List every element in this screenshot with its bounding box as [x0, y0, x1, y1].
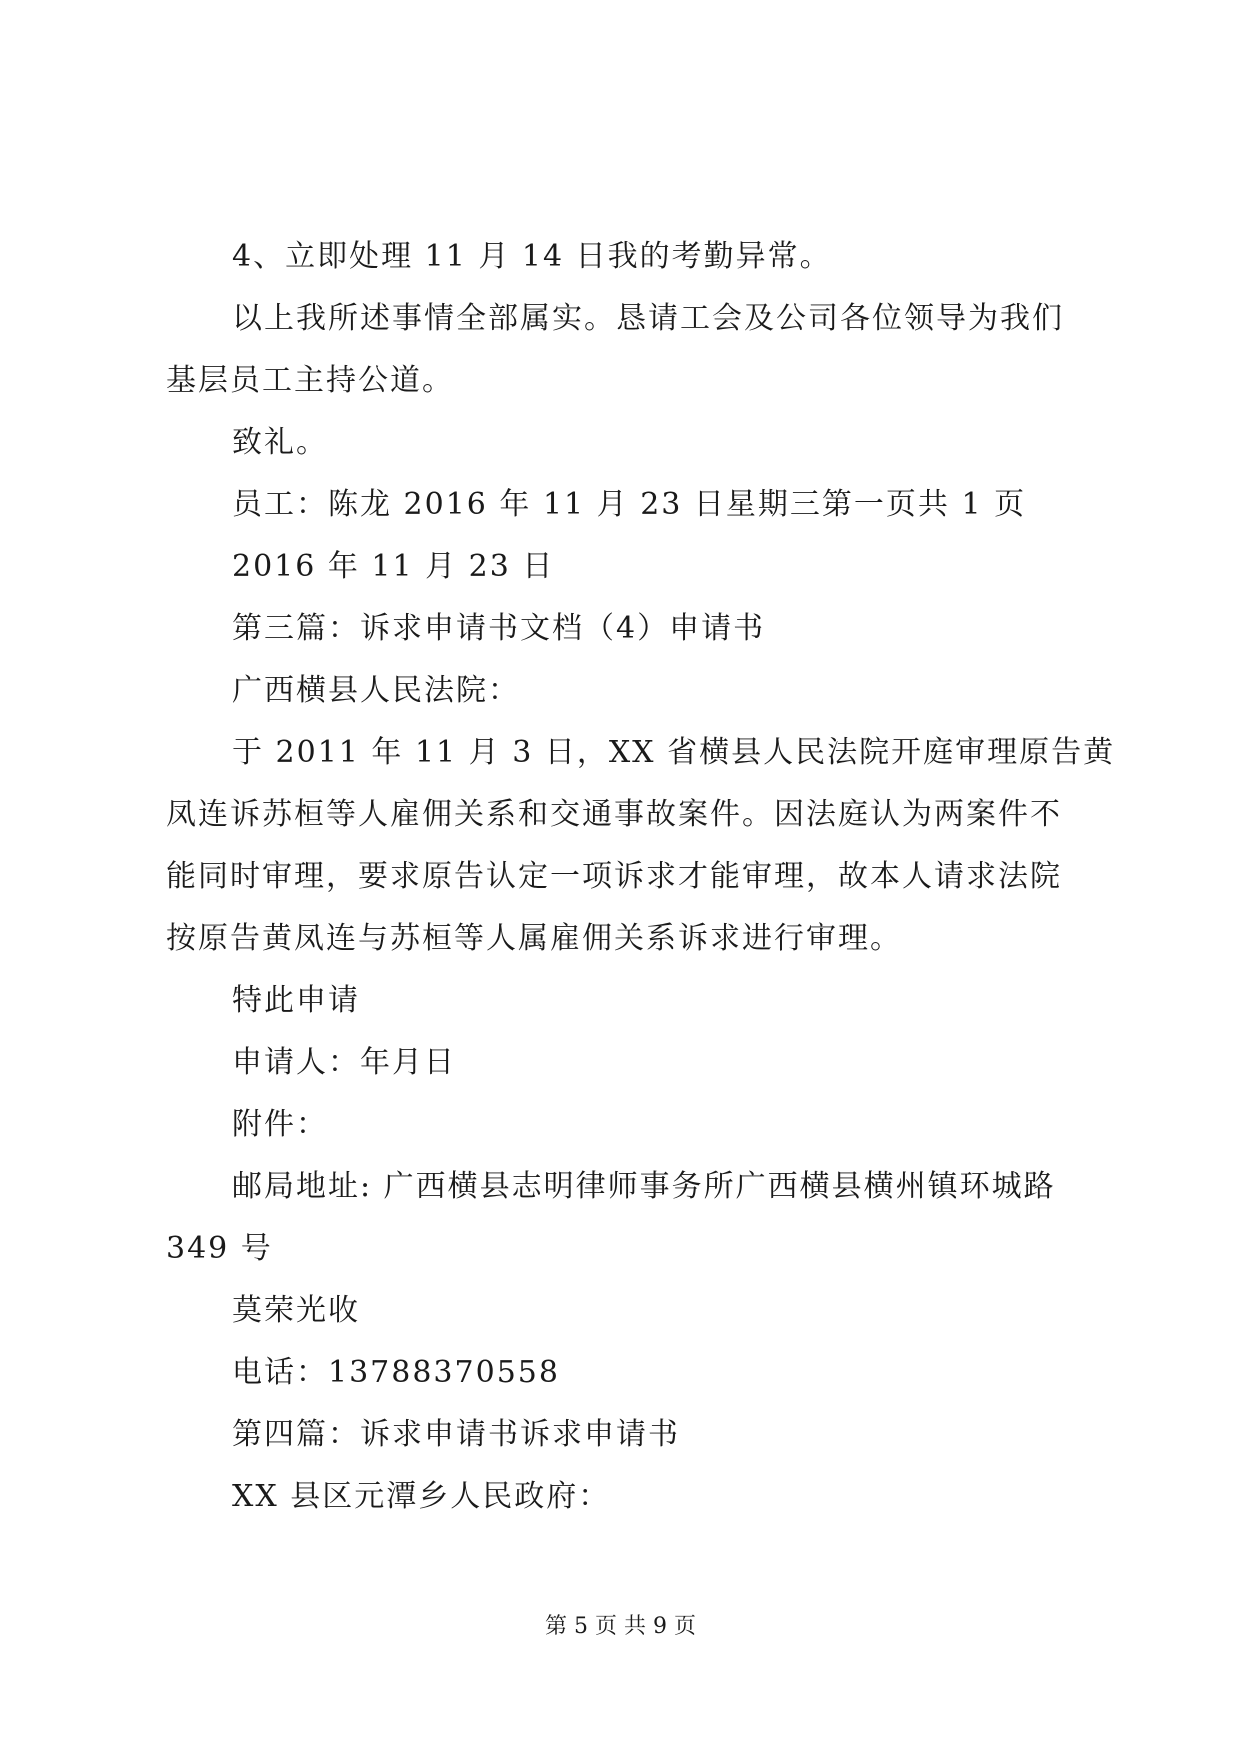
- paragraph-attachment: 附件：: [232, 1107, 328, 1142]
- paragraph-phone: 电话：13788370558: [232, 1355, 560, 1390]
- paragraph-statement-line-2: 基层员工主持公道。: [166, 363, 454, 398]
- paragraph-recipient: 莫荣光收: [232, 1293, 360, 1328]
- paragraph-address-line-2: 349 号: [166, 1231, 273, 1266]
- paragraph-body-line-1: 于 2011 年 11 月 3 日，XX 省横县人民法院开庭审理原告黄: [232, 735, 1116, 770]
- paragraph-addressee-2: XX 县区元潭乡人民政府：: [232, 1479, 611, 1514]
- paragraph-signature: 员工：陈龙 2016 年 11 月 23 日星期三第一页共 1 页: [232, 487, 1027, 522]
- paragraph-body-line-2: 凤连诉苏桓等人雇佣关系和交通事故案件。因法庭认为两案件不: [166, 797, 1062, 832]
- paragraph-body-line-4: 按原告黄凤连与苏桓等人属雇佣关系诉求进行审理。: [166, 921, 902, 956]
- page-footer: 第 5 页 共 9 页: [545, 1614, 696, 1639]
- document-body: [166, 226, 1116, 1528]
- paragraph-applicant: 申请人：年月日: [232, 1045, 456, 1080]
- paragraph-statement-line-1: 以上我所述事情全部属实。恳请工会及公司各位领导为我们: [232, 301, 1064, 336]
- paragraph-closing: 致礼。: [232, 425, 328, 460]
- section-heading-3: 第三篇：诉求申请书文档（4）申请书: [232, 611, 766, 646]
- paragraph-request: 特此申请: [232, 983, 360, 1018]
- paragraph-address-line-1: 邮局地址: 广西横县志明律师事务所广西横县横州镇环城路: [232, 1169, 1056, 1204]
- paragraph-date: 2016 年 11 月 23 日: [232, 549, 555, 584]
- section-heading-4: 第四篇：诉求申请书诉求申请书: [232, 1417, 680, 1452]
- paragraph-body-line-3: 能同时审理，要求原告认定一项诉求才能审理，故本人请求法院: [166, 859, 1062, 894]
- paragraph-item-4: 4、立即处理 11 月 14 日我的考勤异常。: [232, 239, 832, 274]
- paragraph-addressee: 广西横县人民法院：: [232, 673, 520, 708]
